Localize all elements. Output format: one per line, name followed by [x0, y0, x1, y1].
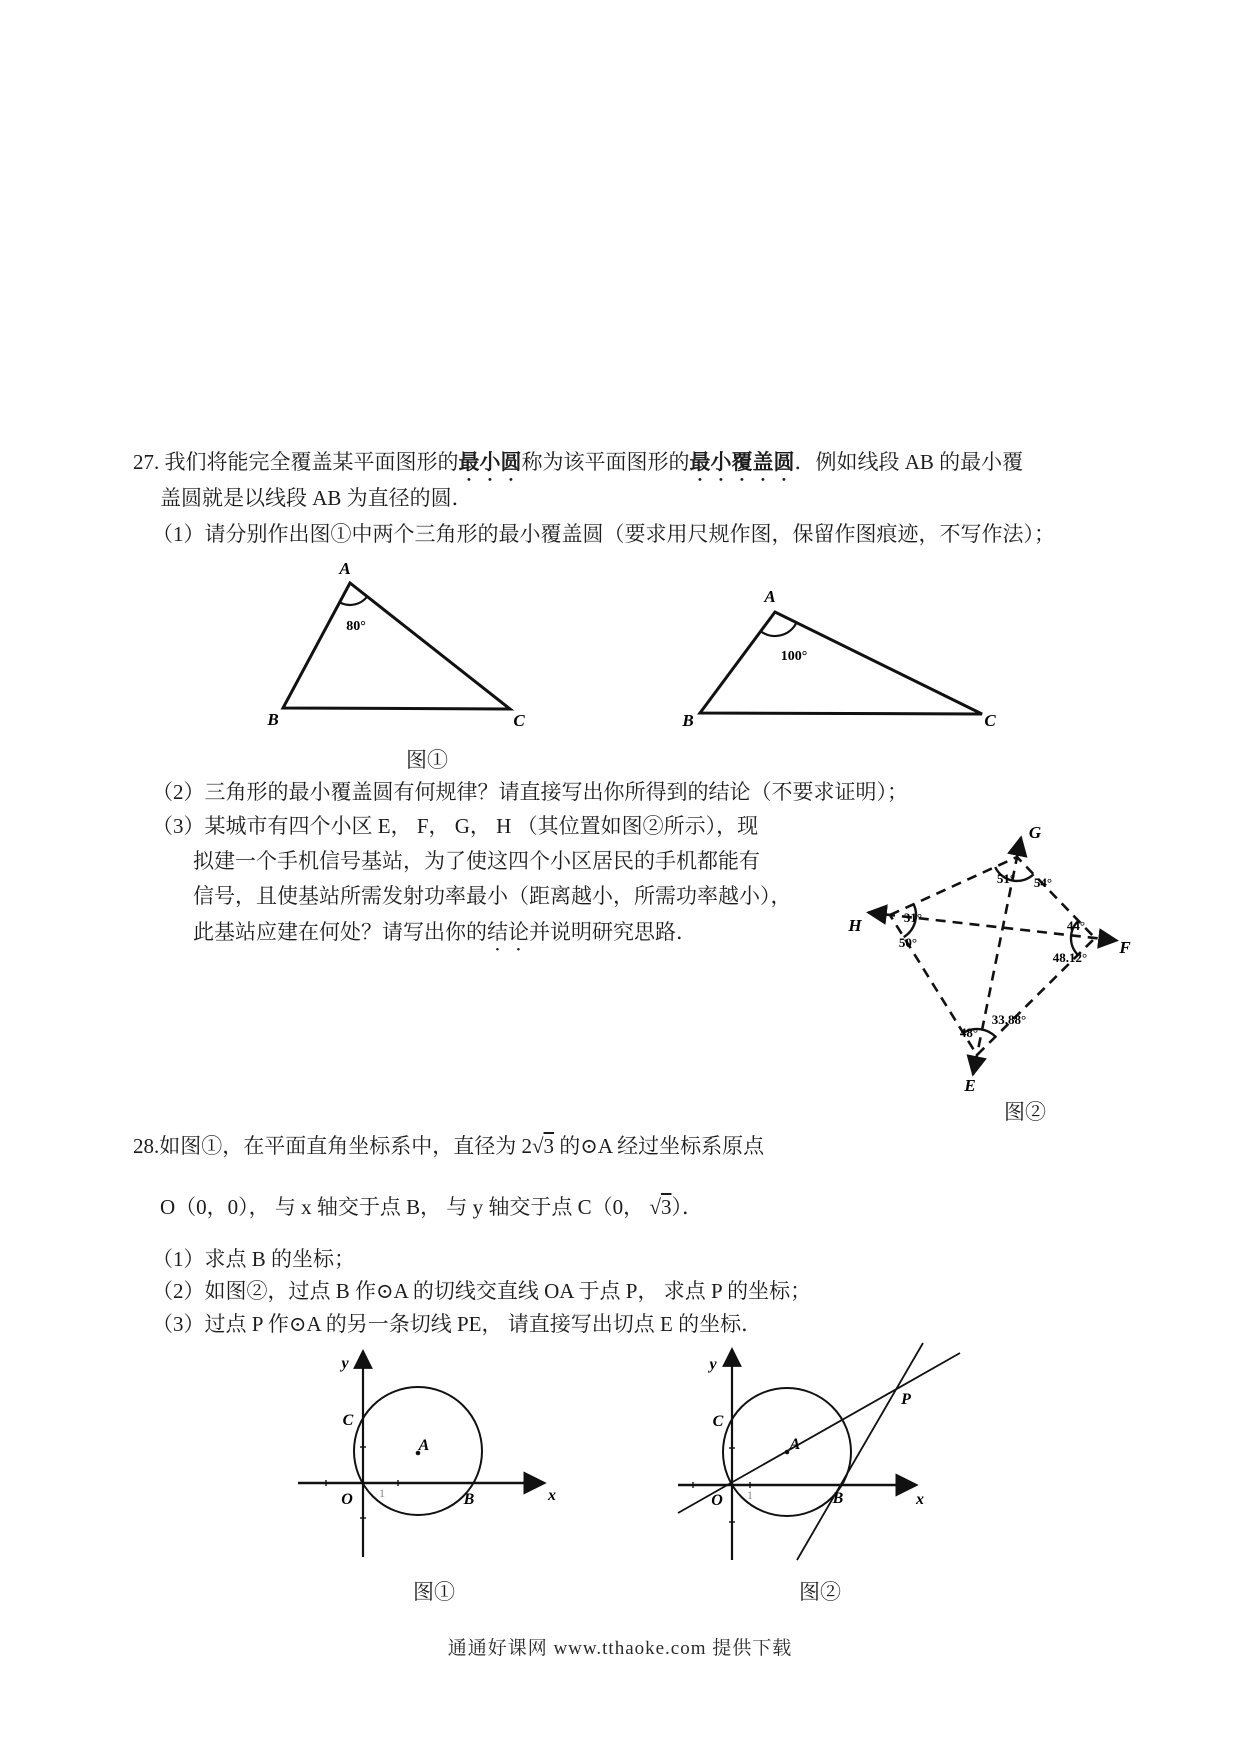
quad-angle-3388: 33.88°: [991, 1012, 1027, 1027]
line-oa: [678, 1353, 960, 1513]
p27-intro-line1: [133, 450, 1023, 486]
figA-y-label: y: [341, 1355, 349, 1372]
tri2-vertex-a-label: A: [764, 587, 776, 606]
figB-y-label: y: [709, 1356, 717, 1373]
p28-figureB-caption: 图②: [799, 1580, 841, 1604]
p27-question3-line4: [193, 920, 697, 956]
site-watermark: 通通好课网 www.tthaoke.com 提供下载: [447, 1638, 793, 1659]
p27-figure1-triangles: [230, 552, 1030, 730]
p27-intro-mid: 称为该平面图形的: [521, 450, 690, 474]
radicand: 3: [543, 1134, 555, 1158]
figA-b-label: B: [463, 1491, 475, 1508]
p27-question3-line3: 信号，且使基站所需发射功率最小（距离越小，所需功率越小），: [193, 884, 792, 908]
triangle-80-angle-arc: [340, 597, 368, 605]
figA-o-label: O: [341, 1491, 353, 1508]
p28-figureA-caption: 图①: [413, 1580, 455, 1604]
p28-question2: （2）如图②，过点 B 作⊙A 的切线交直线 OA 于点 P， 求点 P 的坐标；: [152, 1279, 812, 1303]
p27-intro-line2: 盖圆就是以线段 AB 为直径的圆．: [160, 486, 473, 510]
p28-figureA-axes: [290, 1335, 570, 1573]
triangle-100-outline: [700, 612, 982, 714]
quad-angle-31: 31°: [903, 910, 923, 925]
tri2-vertex-c-label: C: [984, 711, 996, 730]
figB-a-label: A: [789, 1436, 801, 1453]
tangent-line-bp: [797, 1343, 923, 1560]
quad-angle-4812: 48.12°: [1052, 950, 1088, 965]
figA-one-label: 1: [379, 1486, 385, 1500]
p27-figure1-caption: 图①: [406, 748, 448, 772]
triangle-100: [681, 587, 996, 730]
radicand: 3: [660, 1195, 672, 1219]
quad-angle-44: 44°: [1066, 918, 1086, 933]
quad-vertex-h-label: H: [848, 916, 862, 935]
p27-figure2-caption: 图②: [1004, 1100, 1046, 1124]
figB-x-label: x: [916, 1491, 924, 1508]
p28-head-pre: 28.如图①，在平面直角坐标系中，直径为 2: [133, 1134, 532, 1158]
tri1-vertex-b-label: B: [267, 710, 279, 729]
p27-question2: （2）三角形的最小覆盖圆有何规律？请直接写出你所得到的结论（不要求证明）；: [152, 780, 908, 804]
tri2-angle-label: 100°: [780, 649, 808, 664]
tri1-vertex-c-label: C: [513, 711, 525, 730]
tri1-angle-label: 80°: [346, 619, 366, 634]
quad-angle-54: 54°: [1033, 875, 1053, 890]
figA-a-label: A: [418, 1437, 430, 1454]
figB-b-label: B: [832, 1490, 844, 1507]
figA-c-label: C: [342, 1412, 354, 1429]
p27-q3-l4-conclusion: 结论: [487, 920, 529, 944]
figB-c-label: C: [712, 1413, 724, 1430]
figB-p-label: P: [901, 1391, 911, 1408]
quad-angle-48: 48°: [959, 1025, 979, 1040]
quad-vertex-g-label: G: [1028, 823, 1042, 842]
tri1-vertex-a-label: A: [339, 559, 351, 578]
figA-x-label: x: [548, 1487, 556, 1504]
p27-q3-l4-pre: 此基站应建在何处？请写出你的: [193, 920, 487, 944]
p28-head: [133, 1135, 764, 1158]
quad-angle-51: 51°: [996, 871, 1016, 886]
radical-sign: √: [649, 1195, 661, 1219]
sqrt-root3: [649, 1195, 671, 1219]
p27-term-minimal-circle: 最小圆: [458, 450, 522, 474]
p28-head-post: 的⊙A 经过坐标系原点: [554, 1134, 765, 1158]
p28-line2: [160, 1196, 703, 1219]
p27-intro-post: ．例如线段 AB 的最小覆: [794, 450, 1024, 474]
figB-one-label: 1: [747, 1488, 753, 1502]
p27-intro-pre: 27. 我们将能完全覆盖某平面图形的: [133, 450, 459, 474]
triangle-80: [266, 559, 525, 730]
triangle-80-outline: [283, 583, 510, 709]
p27-term-minimal-cover-circle: 最小覆盖圆: [689, 450, 795, 474]
sqrt-2root3: [532, 1134, 554, 1158]
quad-vertex-e-label: E: [964, 1076, 976, 1095]
radical-sign: √: [532, 1134, 544, 1158]
p28-line2-post: ）．: [671, 1195, 703, 1219]
quad-angle-50: 50°: [898, 935, 918, 950]
p28-line2-pre: O（0，0）， 与 x 轴交于点 B， 与 y 轴交于点 C（0，: [160, 1195, 650, 1219]
quad-vertex-f-label: F: [1119, 938, 1131, 957]
p28-question1: （1）求点 B 的坐标；: [152, 1247, 356, 1271]
tri2-vertex-b-label: B: [682, 711, 694, 730]
p27-question3-line2: 拟建一个手机信号基站，为了使这四个小区居民的手机都能有: [193, 849, 760, 873]
figB-o-label: O: [711, 1492, 723, 1509]
p27-question1: （1）请分别作出图①中两个三角形的最小覆盖圆（要求用尺规作图，保留作图痕迹，不写作法）；: [152, 522, 1055, 546]
p28-question3: （3）过点 P 作⊙A 的另一条切线 PE， 请直接写出切点 E 的坐标．: [152, 1312, 763, 1336]
p27-q3-l4-post: 并说明研究思路．: [529, 920, 697, 944]
p27-question3-line1: （3）某城市有四个小区 E， F， G， H （其位置如图②所示），现: [152, 814, 759, 838]
p28-figureB-axes: [660, 1335, 965, 1573]
p27-figure2-quadrilateral: [845, 815, 1150, 1105]
